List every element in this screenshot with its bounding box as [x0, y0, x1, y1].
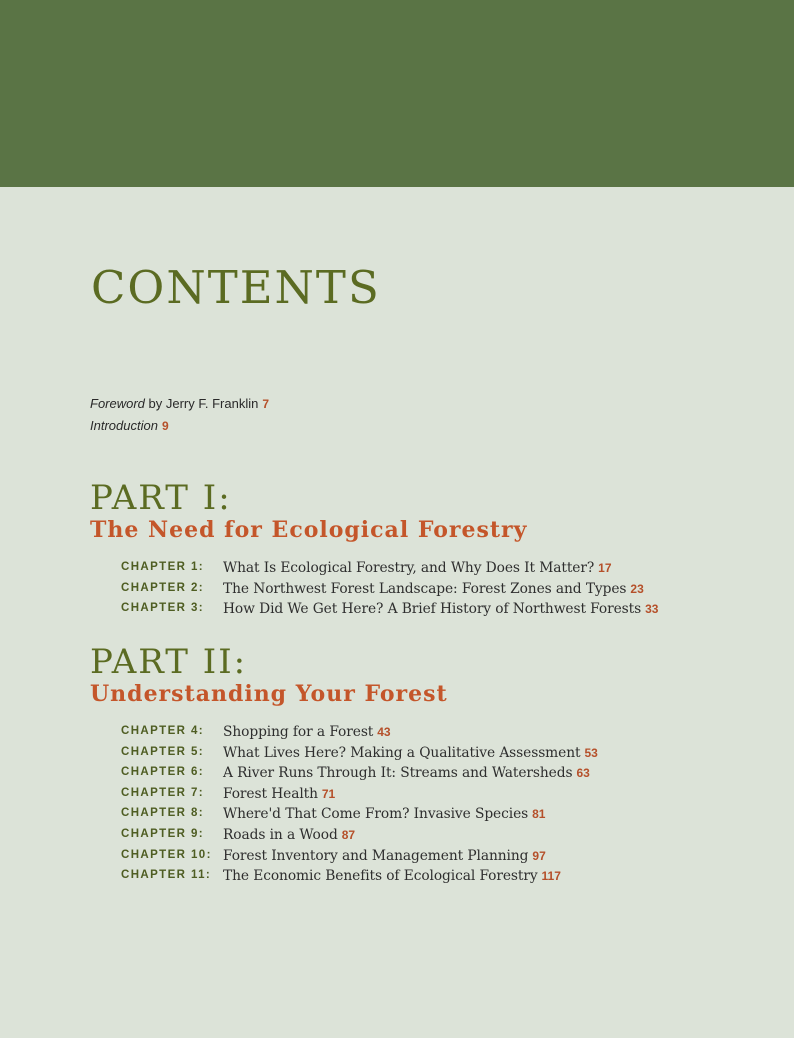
part-2-heading: [90, 642, 448, 709]
page-number: 71: [321, 786, 336, 801]
page-number: 87: [341, 827, 356, 842]
part-number: PART II:: [90, 642, 248, 682]
front-matter-entry-introduction[interactable]: [90, 415, 269, 437]
header-band: [0, 0, 794, 187]
page-title: CONTENTS: [91, 261, 381, 314]
chapter-label: CHAPTER 2:: [121, 581, 205, 594]
page-number: 7: [262, 397, 270, 411]
page-number: 23: [630, 581, 644, 596]
page-number: 17: [598, 561, 612, 575]
part-subtitle: Understanding Your Forest: [90, 681, 448, 707]
page-number: 117: [541, 869, 561, 884]
chapter-title: A River Runs Through It: Streams and Watersheds: [223, 765, 573, 782]
chapter-title: The Northwest Forest Landscape: Forest Zones and Types: [223, 580, 627, 597]
chapter-entry[interactable]: [121, 803, 598, 824]
page-number: 81: [532, 807, 546, 822]
entry-title-italic: Foreword: [90, 396, 145, 411]
part-subtitle: The Need for Ecological Forestry: [90, 517, 528, 543]
chapter-entry[interactable]: [121, 578, 658, 599]
entry-title: by Jerry F. Franklin: [144, 396, 259, 411]
chapter-title: How Did We Get Here? A Brief History of Northwest Forests: [223, 601, 642, 618]
chapter-title: Forest Health: [223, 785, 318, 802]
part-number: PART I:: [90, 478, 232, 518]
chapter-label: CHAPTER 7:: [121, 786, 205, 799]
part-1-heading: [90, 478, 528, 545]
chapter-entry[interactable]: [121, 865, 598, 886]
front-matter-entry-foreword[interactable]: [90, 393, 269, 415]
chapter-label: CHAPTER 6:: [121, 766, 205, 779]
front-matter: [90, 393, 269, 437]
chapter-entry[interactable]: [121, 742, 598, 763]
chapter-label: CHAPTER 5:: [121, 745, 205, 758]
chapter-label: CHAPTER 3:: [121, 602, 205, 615]
chapter-title: Roads in a Wood: [223, 826, 338, 843]
chapter-entry[interactable]: [121, 721, 598, 742]
chapter-title: What Lives Here? Making a Qualitative Assessment: [223, 744, 581, 761]
chapter-entry[interactable]: [121, 824, 598, 845]
chapter-title: Forest Inventory and Management Planning: [223, 847, 529, 864]
chapter-label: CHAPTER 4:: [121, 725, 205, 737]
chapter-entry[interactable]: [121, 845, 598, 866]
page-number: 43: [377, 725, 391, 739]
page-number: 63: [576, 766, 590, 781]
chapter-entry[interactable]: [121, 557, 658, 578]
chapter-entry[interactable]: [121, 783, 598, 804]
chapter-label: CHAPTER 10:: [121, 848, 212, 861]
part-2-chapter-list: [121, 721, 598, 886]
chapter-label: CHAPTER 9:: [121, 827, 205, 840]
chapter-title: The Economic Benefits of Ecological Forestry: [223, 868, 538, 885]
chapter-title: Shopping for a Forest: [223, 724, 374, 740]
page-number: 9: [161, 419, 169, 433]
chapter-label: CHAPTER 1:: [121, 561, 205, 573]
page-number: 33: [645, 602, 659, 617]
chapter-label: CHAPTER 8:: [121, 807, 205, 820]
chapter-title: What Is Ecological Forestry, and Why Does It Matter?: [223, 560, 595, 576]
chapter-label: CHAPTER 11:: [121, 869, 212, 882]
chapter-entry[interactable]: [121, 598, 658, 619]
part-1-chapter-list: [121, 557, 658, 619]
page-number: 97: [532, 848, 546, 863]
chapter-entry[interactable]: [121, 762, 598, 783]
page-number: 53: [584, 745, 598, 760]
chapter-title: Where'd That Come From? Invasive Species: [223, 806, 529, 823]
entry-title-italic: Introduction: [90, 418, 158, 433]
